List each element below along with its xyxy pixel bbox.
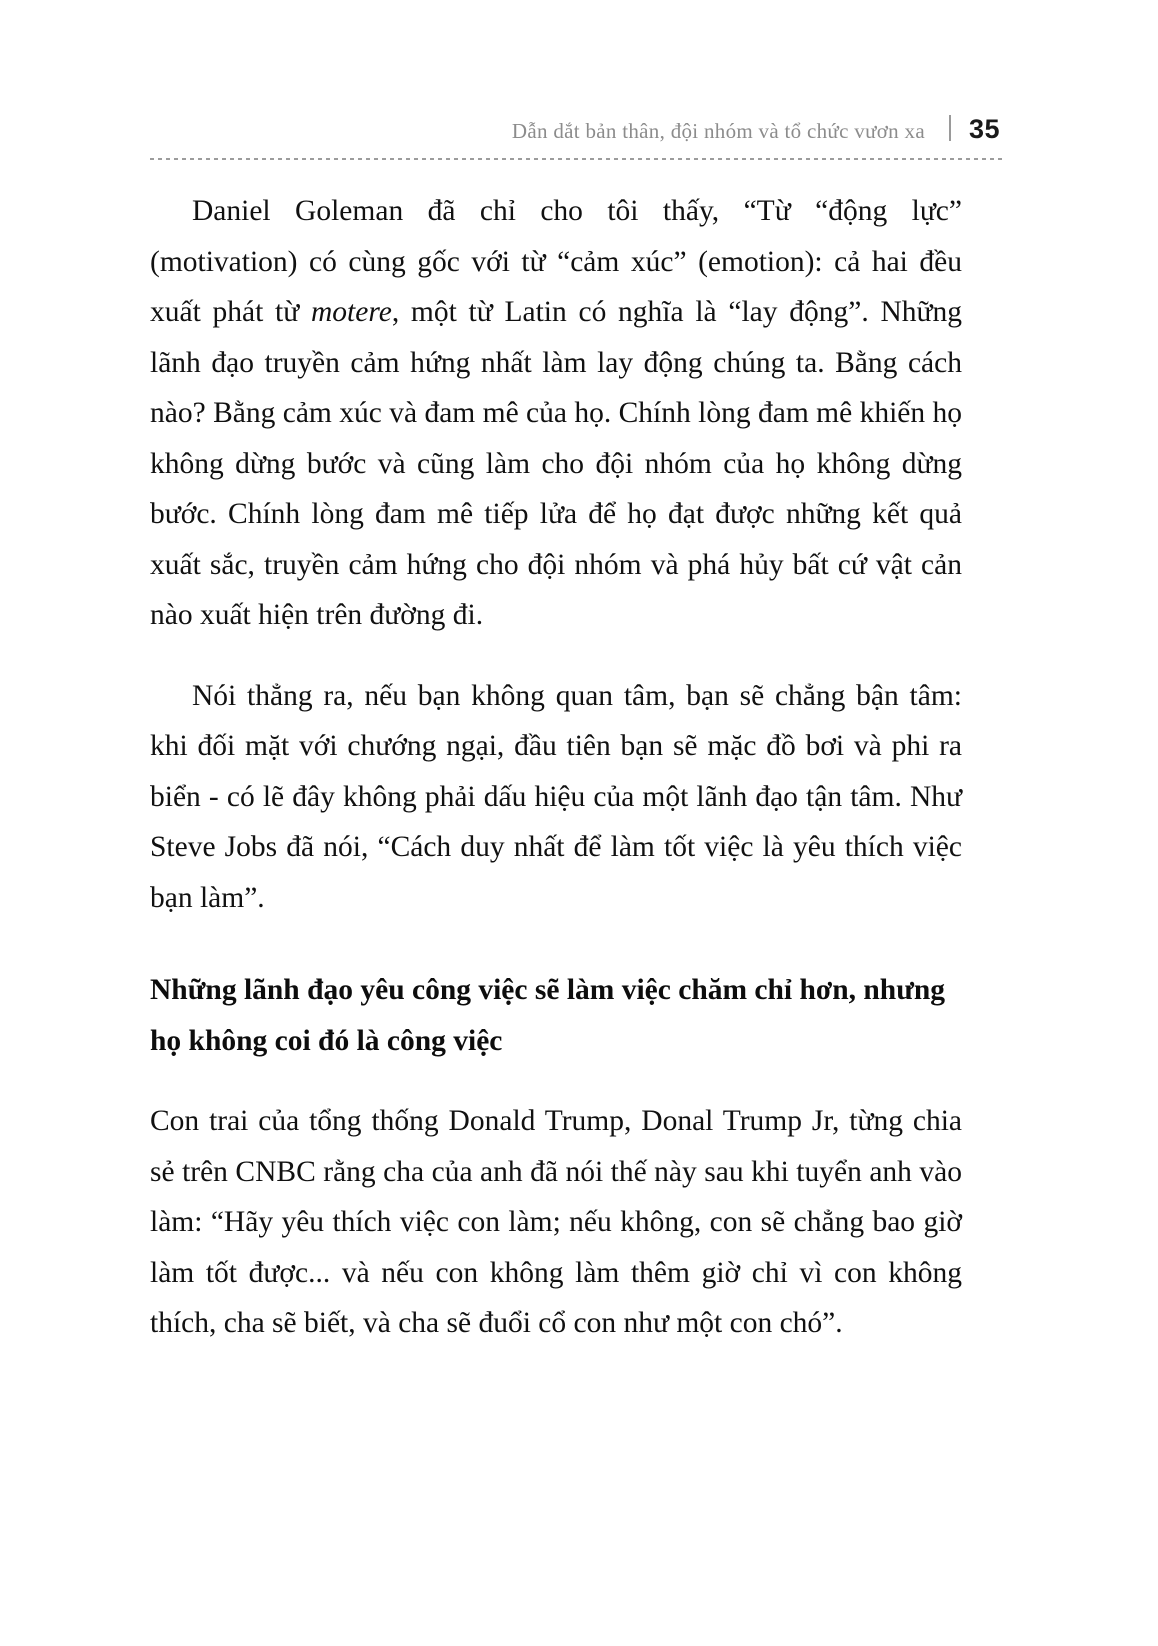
- paragraph-1-part-a: Daniel Goleman đã chỉ cho tôi thấy, “Từ “động lực” (motivation) có cùng gốc với từ “cảm xúc” (emotion): cả hai đều xuất phát từ: [150, 195, 962, 328]
- latin-word-italic: motere: [310, 296, 392, 328]
- page-number: 35: [968, 114, 1000, 144]
- header-separator-bar: [949, 115, 951, 141]
- running-header: [150, 112, 1000, 145]
- paragraph-1: [150, 186, 962, 641]
- header-dotted-rule: [150, 158, 1003, 160]
- page-body: [150, 186, 962, 1349]
- paragraph-2: Nói thẳng ra, nếu bạn không quan tâm, bạn sẽ chẳng bận tâm: khi đối mặt với chướng ngại, đầu tiên bạn sẽ mặc đồ bơi và phi ra biển - có lẽ đây không phải dấu hiệu của một lãnh đạo tận tâm. Như Steve Jobs đã nói, “Cách duy nhất để làm tốt việc là yêu thích việc bạn làm”.: [150, 679, 962, 914]
- section-subheading: Những lãnh đạo yêu công việc sẽ làm việc chăm chỉ hơn, nhưng họ không coi đó là công việc: [150, 974, 946, 1057]
- paragraph-1-part-b: , một từ Latin có nghĩa là “lay động”. Những lãnh đạo truyền cảm hứng nhất làm lay động chúng ta. Bằng cách nào? Bằng cảm xúc và đam mê của họ. Chính lòng đam mê khiến họ không dừng bước và cũng làm cho đội nhóm của họ không dừng bước. Chính lòng đam mê tiếp lửa để họ đạt được những kết quả xuất sắc, truyền cảm hứng cho đội nhóm và phá hủy bất cứ vật cản nào xuất hiện trên đường đi.: [150, 296, 962, 631]
- paragraph-3: Con trai của tổng thống Donald Trump, Donal Trump Jr, từng chia sẻ trên CNBC rằng cha của anh đã nói thế này sau khi tuyển anh vào làm: “Hãy yêu thích việc con làm; nếu không, con sẽ chẳng bao giờ làm tốt được... và nếu con không làm thêm giờ chỉ vì con không thích, cha sẽ biết, và cha sẽ đuổi cổ con như một con chó”.: [150, 1105, 962, 1339]
- header-chapter-title: Dẫn dắt bản thân, đội nhóm và tổ chức vươn xa: [511, 119, 925, 143]
